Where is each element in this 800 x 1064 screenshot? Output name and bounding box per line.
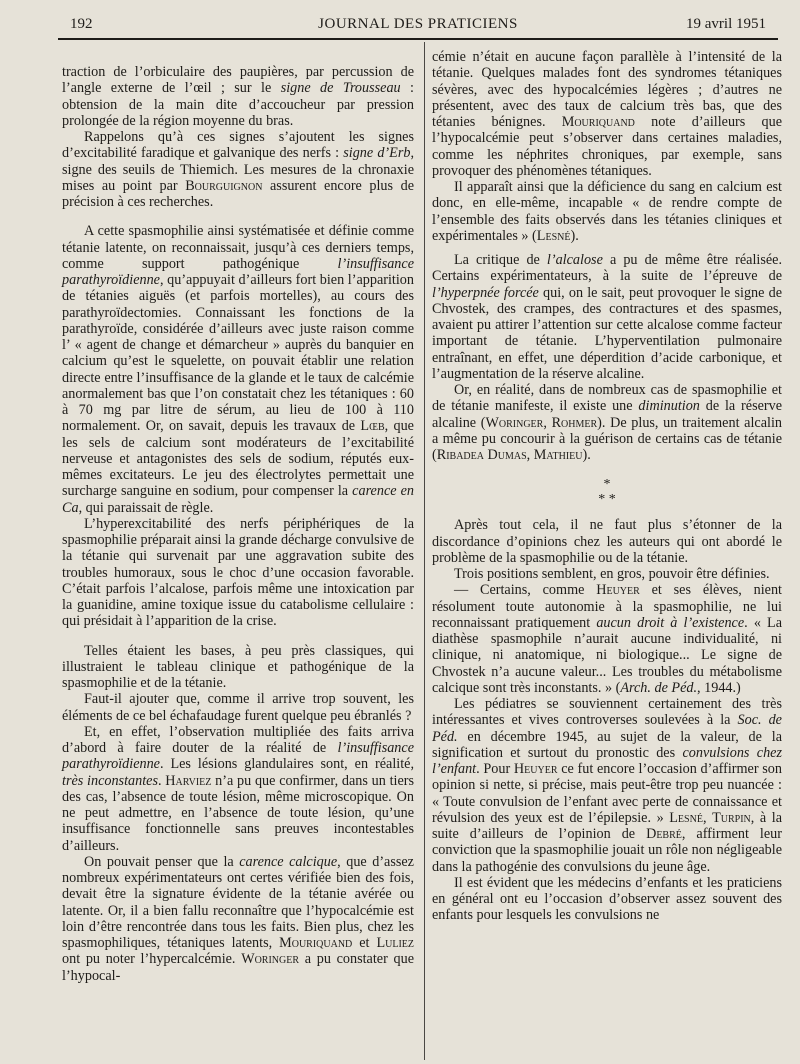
paragraph: traction de l’orbiculaire des paupières, par percussion de l’angle externe de l’œil ; sur le signe de Trousseau : obtension de la main dite d’accoucheur par pression prolongée de la région moyenne du bras. [62, 64, 415, 129]
paragraph: A cette spasmophilie ainsi systématisée et définie comme tétanie latente, on reconnaissait, jusqu’à ces derniers temps, comme support pathogénique l’insuffisance parathyroïdienne, qu’appuyait d’ailleurs fort bien l’apparition de tétanies aiguës (et parfois mortelles), au cours des parathyroïdectomies. Connaissant les fonctions de la parathyroïde, considérée d’ailleurs avec juste raison comme l’ « agent de change et démarcheur » auprès du banquier en calcium qu’est le squelette, on pouvait établir une relation directe entre l’insuffisance de la glande et le taux de calcémie anormalement bas que l’on constatait chez les tétaniques : 60 à 70 mg par litre de sérum, au lieu de 100 à 110 normalement. Or, on savait, depuis les travaux de Lœb, que les sels de calcium sont modérateurs de l’excitabilité nerveuse et antagonistes des sels de sodium, réputés eux-mêmes excitateurs. Le jeu des électrolytes permettait une surcharge sanguine en sodium, pour compenser la carence en Ca, qui paraissait de règle. [62, 223, 414, 516]
issue-date: 19 avril 1951 [686, 16, 766, 32]
paragraph: Telles étaient les bases, à peu près classiques, qui illustraient le tableau clinique et pathogénique de la spasmophilie et de la tétanie. [62, 642, 414, 691]
paragraph: Faut-il ajouter que, comme il arrive trop souvent, les éléments de ce bel échafaudage furent quelque peu ébranlés ? [62, 691, 414, 724]
paragraph: L’hyperexcitabilité des nerfs périphériques de la spasmophilie préparait ainsi la grande décharge convulsive de la tétanie qui survenait par une aggravation subite des troubles humoraux, sous le choc d’une occasion favorable. C’était parfois l’alcalose, parfois même une intoxication par la guanidine, amine toxique issue du catabolisme cellulaire : qui présidait à l’apparition de la crise. [62, 515, 414, 630]
paragraph: Il est évident que les médecins d’enfants et les praticiens en général ont eu l’occasion d’observer assez souvent des enfants pour lesquels les convulsions ne [432, 874, 782, 924]
left-column [62, 64, 414, 984]
page-number: 192 [70, 16, 93, 32]
paragraph: Après tout cela, il ne faut plus s’étonner de la discordance d’opinions chez les auteurs qui ont abordé le problème de la spasmophilie ou de la tétanie. [432, 517, 782, 566]
paragraph: Les pédiatres se souviennent certainement des très intéressantes et vives controverses soulevées à la Soc. de Péd. en décembre 1945, au sujet de la valeur, de la signification et surtout du pronostic des convulsions chez l’enfant. Pour Heuyer ce fut encore l’occasion d’affirmer son opinion si nette, si précise, mais peut-être trop peu nuancée : « Toute convulsion de l’enfant avec perte de connaissance et révulsion des yeux est de l’épilepsie. » Lesné, Turpin, à la suite d’ailleurs de l’opinion de Debré, affirment leur conviction que la spasmophilie jouait un rôle non négligeable dans la pathogénie des convulsions du jeune âge. [432, 696, 782, 875]
paragraph: — Certains, comme Heuyer et ses élèves, nient résolument toute autonomie à la spasmophilie, ne lui reconnaissant pratiquement aucun droit à l’existence. « La diathèse spasmophile n’aurait aucune individualité, ni clinique, ni anatomique, ni biologique... Le signe de Chvostek n’a aucune valeur... Les troubles du métabolisme calcique sont très inconstants. » (Arch. de Péd., 1944.) [432, 582, 782, 696]
header-rule [58, 38, 778, 40]
paragraph: On pouvait penser que la carence calcique, que d’assez nombreux expérimentateurs ont certes vérifiée bien des fois, devait être la signature évidente de la tétanie avérée ou latente. Or, il a bien fallu reconnaître que l’hypocalcémie est loin d’être rencontrée dans tous les faits. Bien plus, chez les spasmophiliques, tétaniques latents, Mouriquand et Luliez ont pu noter l’hypercalcémie. Woringer a pu constater que l’hypocal- [62, 853, 414, 984]
page-header [70, 14, 766, 38]
section-separator: * * * [598, 477, 616, 508]
journal-title: JOURNAL DES PRATICIENS [318, 16, 518, 32]
right-column [432, 49, 782, 924]
paragraph: Il apparaît ainsi que la déficience du sang en calcium est donc, en elle-même, incapable « de rendre compte de l’ensemble des faits observés dans les tétanies cliniques et expérimentales » (Lesné). [432, 179, 782, 244]
paragraph: Trois positions semblent, en gros, pouvoir être définies. [454, 566, 770, 582]
paragraph: Or, en réalité, dans de nombreux cas de spasmophilie et de tétanie manifeste, il existe une diminution de la réserve alcaline (Woringer, Rohmer). De plus, un traitement alcalin a même pu concourir à la guérison de certains cas de tétanie (Ribadea Dumas, Mathieu). [432, 382, 782, 463]
column-divider [424, 42, 425, 1060]
paragraph: Rappelons qu’à ces signes s’ajoutent les signes d’excitabilité faradique et galvanique des nerfs : signe d’Erb, signe des seuils de Thiemich. Les mesures de la chronaxie mises au point par Bourguignon assurent encore plus de précision à ces recherches. [62, 129, 414, 210]
paragraph: Et, en effet, l’observation multipliée des faits arriva d’abord à faire douter de la réalité de l’insuffisance parathyroïdienne. Les lésions glandulaires sont, en réalité, très inconstantes. Harviez n’a pu que confirmer, dans un tiers des cas, l’absence de toute lésion, même microscopique. On ne peut admettre, en l’absence de toute lésion, qu’une insuffisance fonctionnelle sans preuves incontestables d’ailleurs. [62, 723, 414, 854]
paragraph: cémie n’était en aucune façon parallèle à l’intensité de la tétanie. Quelques malades font des syndromes tétaniques sévères, avec des hypocalcémies légères ; d’autres ne présentent, avec des taux de calcium très bas, que des tétanies bénignes. Mouriquand note d’ailleurs que l’hypocalcémie peut s’observer dans certaines maladies, comme les néphrites chroniques, par exemple, sans provoquer des phénomènes tétaniques. [432, 49, 782, 179]
paragraph: La critique de l’alcalose a pu de même être réalisée. Certains expérimentateurs, à la suite de l’épreuve de l’hyperpnée forcée qui, on le sait, peut provoquer le signe de Chvostek, des crampes, des contractures et des spasmes, avaient pu attirer l’attention sur cette alcalose comme facteur important de tétanie. L’hyperventilation pulmonaire entraînant, en effet, une déperdition d’acide carbonique, et l’augmentation de la réserve alcaline. [432, 252, 782, 382]
